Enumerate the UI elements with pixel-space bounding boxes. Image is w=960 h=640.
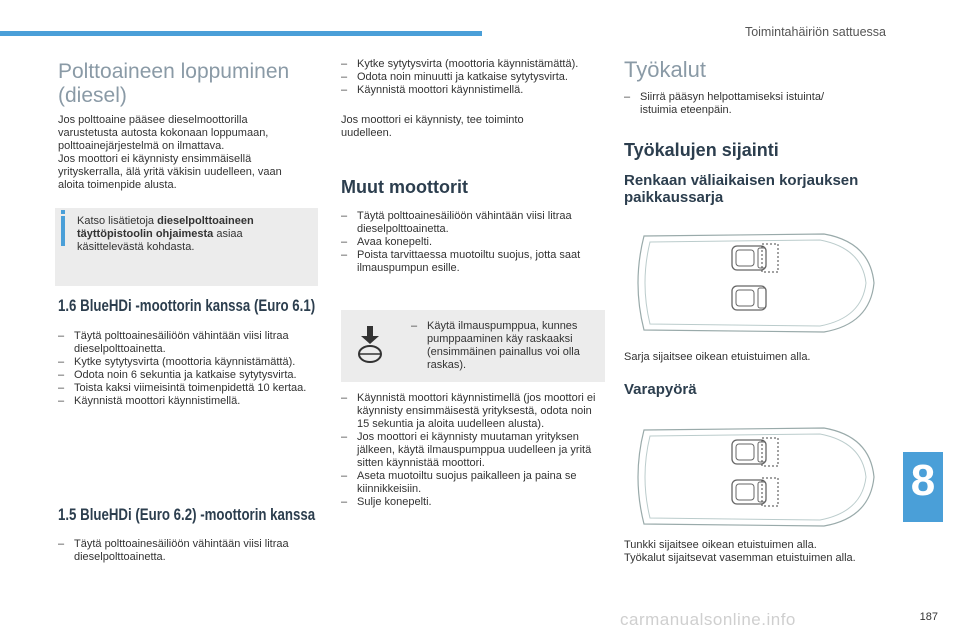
list-item: – Käynnistä moottori käynnistimellä. bbox=[58, 395, 320, 408]
intro-paragraph bbox=[58, 114, 320, 192]
info-box bbox=[55, 208, 318, 286]
steps-final-list bbox=[341, 392, 605, 509]
list-item: – Kytke sytytysvirta (moottoria käynnistämättä). bbox=[58, 356, 320, 369]
hand-pump-icon bbox=[355, 326, 385, 364]
info-text-post: asiaa käsittelevästä kohdasta. bbox=[77, 228, 243, 253]
list-item: – Poista tarvittaessa muotoiltu suojus, jotta saat ilmauspumpun esille. bbox=[341, 249, 605, 275]
list-item: – Käytä ilmauspumppua, kunnes pumppaaminen käy raskaaksi (ensimmäinen painallus voi olla raskas). bbox=[411, 320, 601, 372]
info-text-pre: Katso lisätietoja bbox=[77, 215, 158, 227]
list-item: – Täytä polttoainesäiliöön vähintään viisi litraa dieselpolttoainetta. bbox=[58, 330, 320, 356]
car-repair-kit-diagram bbox=[624, 222, 879, 344]
kit-caption: Sarja sijaitsee oikean etuistuimen alla. bbox=[624, 351, 811, 363]
list-item: – Käynnistä moottori käynnistimellä (jos moottori ei käynnisty ensimmäisestä yrityksestä, odota noin 15 sekuntia ja aloita uudelleen alusta). bbox=[341, 392, 605, 431]
steps-16-list bbox=[58, 330, 320, 408]
retry-note: Jos moottori ei käynnisty, tee toiminto uudelleen. bbox=[341, 114, 524, 139]
list-item: – Avaa konepelti. bbox=[341, 236, 605, 249]
list-item: – Toista kaksi viimeisintä toimenpidettä 10 kertaa. bbox=[58, 382, 320, 395]
spare-caption bbox=[624, 539, 894, 565]
watermark: carmanualsonline.info bbox=[620, 610, 796, 629]
info-icon-dot bbox=[61, 210, 65, 214]
spare-caption-line: Työkalut sijaitsevat vasemman etuistuimen alla. bbox=[624, 552, 856, 564]
info-link-text: dieselpolttoaineen täyttöpistoolin ohjaimesta bbox=[77, 215, 254, 240]
intro-line: Jos polttoaine pääsee dieselmoottorilla bbox=[58, 114, 248, 126]
car-spare-wheel-diagram bbox=[624, 416, 879, 538]
tip-list bbox=[411, 320, 601, 372]
chapter-number: 8 bbox=[910, 456, 936, 505]
title-tools: Työkalut bbox=[624, 57, 706, 82]
list-item: – Täytä polttoainesäiliöön vähintään viisi litraa dieselpolttoainetta. bbox=[341, 210, 605, 236]
intro-line: Jos moottori ei käynnisty ensimmäisellä bbox=[58, 153, 252, 165]
list-item: – Siirrä pääsyn helpottamiseksi istuinta/ istuimia eteenpäin. bbox=[624, 91, 864, 117]
heading-repair-kit-line-2: paikkaussarja bbox=[624, 189, 724, 206]
header-accent-bar bbox=[0, 31, 482, 36]
spare-caption-line: Tunkki sijaitsee oikean etuistuimen alla. bbox=[624, 539, 817, 551]
heading-other-engines: Muut moottorit bbox=[341, 177, 468, 197]
chapter-tab bbox=[903, 452, 943, 522]
list-item: – Käynnistä moottori käynnistimellä. bbox=[341, 84, 603, 97]
intro-line: polttoainejärjestelmä on ilmattava. bbox=[58, 140, 225, 152]
steps-continued-list bbox=[341, 58, 603, 97]
info-icon bbox=[61, 216, 65, 246]
steps-15-list bbox=[58, 538, 320, 564]
list-item: – Sulje konepelti. bbox=[341, 496, 605, 509]
list-item: – Aseta muotoiltu suojus paikalleen ja paina se kiinnikkeisiin. bbox=[341, 470, 605, 496]
pump-tip-box bbox=[341, 310, 605, 382]
heading-repair-kit-line-1: Renkaan väliaikaisen korjauksen bbox=[624, 172, 859, 189]
front-seat-left-icon bbox=[732, 440, 766, 464]
intro-line: varustetusta autosta kokonaan loppumaan, bbox=[58, 127, 269, 139]
heading-tool-location: Työkalujen sijainti bbox=[624, 140, 779, 160]
title-fuel-running-out bbox=[58, 60, 289, 108]
front-seat-right-icon bbox=[732, 480, 766, 504]
section-title: Toimintahäiriön sattuessa bbox=[744, 25, 886, 39]
intro-line: yrityskerralla, älä yritä väkisin uudelleen, vaan bbox=[58, 166, 282, 178]
heading-spare-wheel: Varapyörä bbox=[624, 381, 697, 398]
front-seat-right-icon bbox=[732, 286, 766, 310]
title-line-1: Polttoaineen loppuminen bbox=[58, 60, 290, 83]
list-item: – Täytä polttoainesäiliöön vähintään viisi litraa dieselpolttoainetta. bbox=[58, 538, 320, 564]
list-item: – Jos moottori ei käynnisty muutaman yrityksen jälkeen, käytä ilmauspumppua uudelleen ja yritä sitten käynnistää moottori. bbox=[341, 431, 605, 470]
list-item: – Odota noin minuutti ja katkaise sytytysvirta. bbox=[341, 71, 603, 84]
info-text bbox=[77, 215, 309, 254]
list-item: – Kytke sytytysvirta (moottoria käynnistämättä). bbox=[341, 58, 603, 71]
heading-repair-kit bbox=[624, 172, 858, 206]
intro-line: aloita toimenpide alusta. bbox=[58, 179, 177, 191]
front-seat-left-icon bbox=[732, 246, 766, 270]
steps-other-list bbox=[341, 210, 605, 275]
page-number: 187 bbox=[919, 611, 938, 623]
list-item: – Odota noin 6 sekuntia ja katkaise sytytysvirta. bbox=[58, 369, 320, 382]
title-line-2: (diesel) bbox=[58, 84, 127, 107]
heading-15-bluehdi: 1.5 BlueHDi (Euro 6.2) -moottorin kanssa bbox=[58, 505, 316, 524]
heading-16-bluehdi: 1.6 BlueHDi -moottorin kanssa (Euro 6.1) bbox=[58, 296, 316, 315]
tools-step-list bbox=[624, 91, 864, 117]
